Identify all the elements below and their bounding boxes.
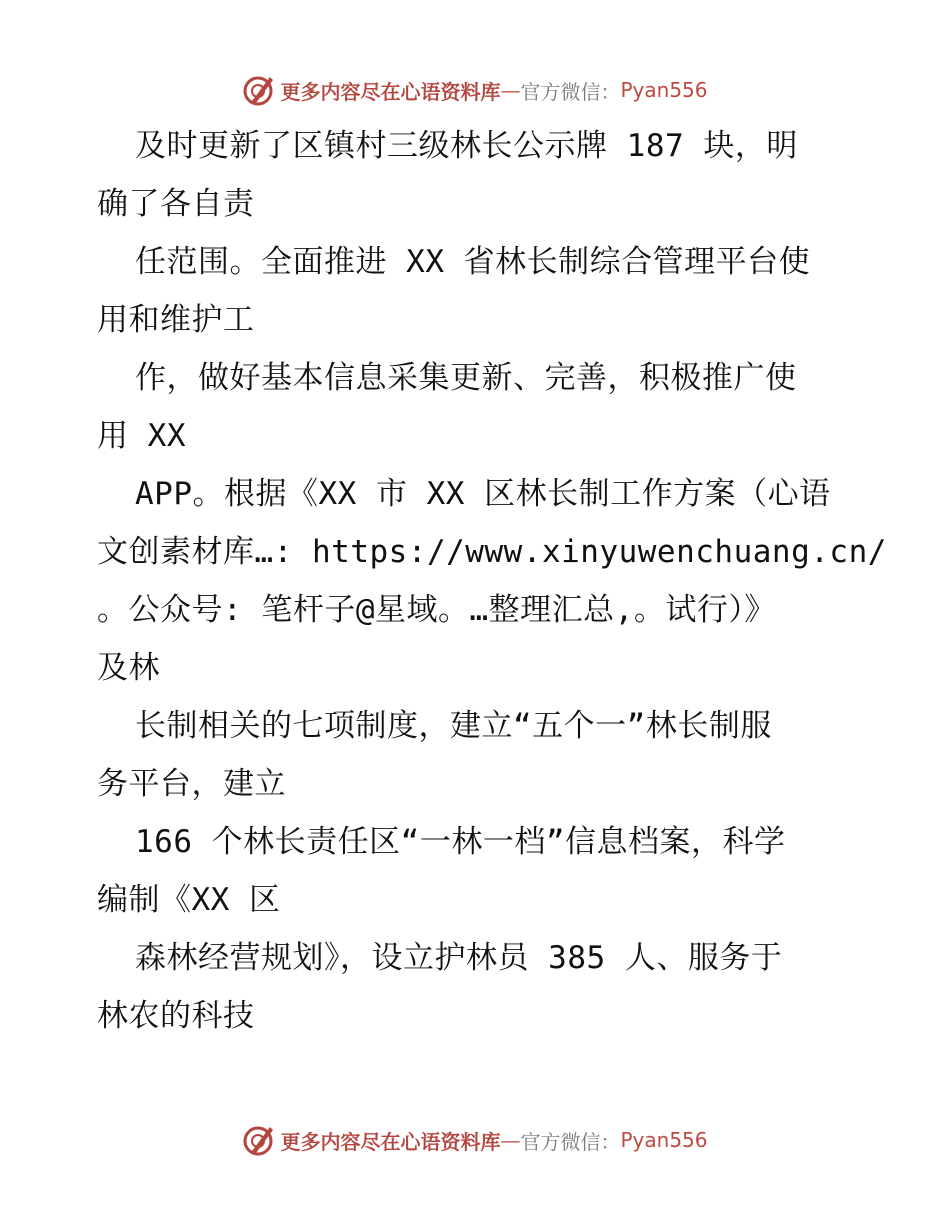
banner-dash: — xyxy=(500,1128,521,1152)
text-line: 文创素材库…: https://www.xinyuwenchuang.cn/ xyxy=(97,534,887,570)
text-line: APP。根据《XX 市 XX 区林长制工作方案（心语 xyxy=(135,476,831,512)
text-line: 务平台，建立 xyxy=(97,766,286,802)
text-line: 作，做好基本信息采集更新、完善，积极推广使 xyxy=(135,360,797,396)
text-line: 用和维护工 xyxy=(97,302,255,338)
text-line: 编制《XX 区 xyxy=(97,882,281,918)
brush-logo-icon xyxy=(242,1123,276,1157)
banner-wechat-id: Pyan556 xyxy=(620,78,708,102)
text-line: 及时更新了区镇村三级林长公示牌 187 块，明 xyxy=(135,128,798,164)
text-line: 任范围。全面推进 XX 省林长制综合管理平台使 xyxy=(135,244,811,280)
header-banner xyxy=(0,70,950,110)
text-line: 166 个林长责任区“一林一档”信息档案，科学 xyxy=(135,824,786,860)
banner-label: 官方微信： xyxy=(520,1129,621,1154)
text-line: 。公众号: 笔杆子@星域。…整理汇总,。试行）》 xyxy=(97,592,776,628)
document-body xyxy=(97,117,887,1045)
text-line: 及林 xyxy=(97,650,160,686)
text-line: 用 XX xyxy=(97,418,186,454)
banner-label: 官方微信： xyxy=(520,79,621,104)
text-line: 长制相关的七项制度，建立“五个一”林长制服 xyxy=(135,708,772,744)
banner-main-text: 更多内容尽在心语资料库 xyxy=(280,1129,501,1154)
text-line: 森林经营规划》，设立护林员 385 人、服务于 xyxy=(135,940,783,976)
banner-wechat-id: Pyan556 xyxy=(620,1128,708,1152)
brush-logo-icon xyxy=(242,73,276,107)
banner-main-text: 更多内容尽在心语资料库 xyxy=(280,79,501,104)
text-line: 确了各自责 xyxy=(97,186,255,222)
text-line: 林农的科技 xyxy=(97,998,255,1034)
banner-dash: — xyxy=(500,78,521,102)
footer-banner xyxy=(0,1120,950,1160)
